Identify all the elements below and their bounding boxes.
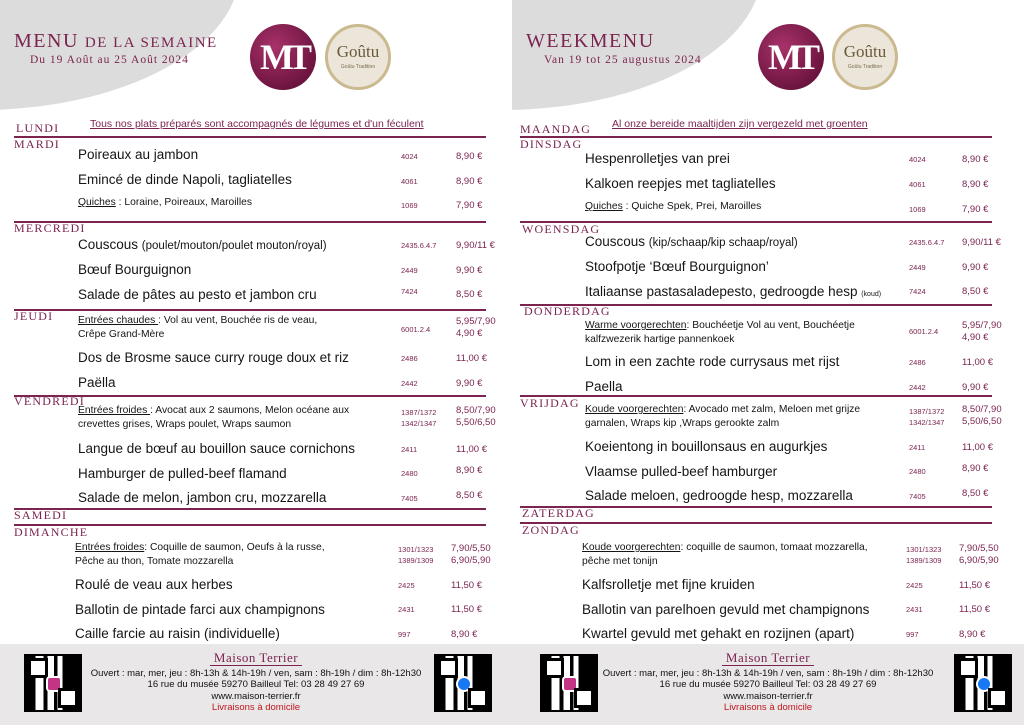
dish-code: 1387/1372: [909, 407, 945, 416]
dish-code: 2435.6.4.7: [909, 238, 945, 247]
dish-code: 1389/1309: [906, 556, 942, 565]
dish-price: 4,90 €: [456, 328, 483, 339]
dish-code: 1069: [909, 205, 926, 214]
website-link[interactable]: www.maison-terrier.fr: [723, 691, 813, 702]
dish-price: 8,50/7,90: [456, 405, 496, 416]
dish-code: 4061: [909, 180, 926, 189]
dish-code: 2411: [401, 445, 418, 454]
dish: Salade de melon, jambon cru, mozzarella: [78, 490, 327, 505]
dish-price: 9,90 €: [962, 262, 989, 273]
dish: Langue de bœuf au bouillon sauce cornichons: [78, 441, 355, 456]
dish-code: 997: [906, 630, 919, 639]
day-saturday: SAMEDI: [14, 508, 68, 522]
day-tuesday: MARDI: [14, 137, 61, 151]
dish-price: 11,50 €: [959, 604, 990, 615]
dish-code: 2480: [909, 467, 926, 476]
dish-price: 8,50/7,90: [962, 404, 1002, 415]
dish: Kalfsrolletje met fijne kruiden: [582, 577, 755, 592]
dish-price: 8,90 €: [962, 179, 989, 190]
brand-logo: Maison Terrier: [512, 650, 1024, 666]
dish-code: 6001.2.4: [909, 327, 939, 336]
dish-code: 1069: [401, 201, 418, 210]
dish: Couscous (poulet/mouton/poulet mouton/royal): [78, 237, 327, 252]
dish: Bœuf Bourguignon: [78, 262, 192, 277]
day-thursday: JEUDI: [14, 309, 54, 323]
divider: [14, 309, 486, 311]
dish-code: 7424: [401, 287, 418, 296]
website-link[interactable]: www.maison-terrier.fr: [211, 691, 301, 702]
dish: Ballotin van parelhoen gevuld met champignons: [582, 602, 870, 617]
dish: Stoofpotje ‘Bœuf Bourguignon’: [585, 259, 769, 274]
dish: Koude voorgerechten: Avocado met zalm, Meloen met grijze garnalen, Wraps kip ,Wraps gerookte zalm: [585, 404, 861, 429]
date-range: Du 19 Août au 25 Août 2024: [30, 54, 189, 66]
dish-code: 2435.6.4.7: [401, 241, 437, 250]
dish: Kalkoen reepjes met tagliatelles: [585, 176, 776, 191]
day-friday: VRIJDAG: [520, 396, 580, 410]
dish-price: 11,00 €: [962, 442, 993, 453]
menu-dutch: [512, 0, 1024, 725]
day-monday: MAANDAG: [520, 122, 592, 136]
dish-price: 11,50 €: [451, 580, 482, 591]
dish: Koeientong in bouillonsaus en augurkjes: [585, 439, 828, 454]
page-title: WEEKMENU: [526, 30, 655, 52]
dish-code: 7424: [909, 287, 926, 296]
dish-code: 1301/1323: [906, 545, 942, 554]
day-sunday: DIMANCHE: [14, 525, 89, 539]
dish-code: 2449: [401, 266, 418, 275]
brand-logo: Maison Terrier: [0, 650, 512, 666]
dish: Hamburger de pulled-beef flamand: [78, 466, 287, 481]
dish-price: 8,90 €: [451, 629, 478, 640]
dish: Paella: [585, 379, 623, 394]
dish-price: 7,90 €: [962, 204, 989, 215]
divider: [520, 522, 992, 524]
day-friday: VENDREDI: [14, 394, 85, 408]
date-range: Van 19 tot 25 augustus 2024: [544, 54, 702, 66]
dish-price: 11,00 €: [456, 444, 487, 455]
menu-note: Tous nos plats préparés sont accompagnés de légumes et d'un féculent: [90, 118, 424, 130]
goutu-logo-icon: Goûtu Goûtu Tradition: [832, 24, 898, 90]
dish-price: 8,50 €: [456, 490, 483, 501]
dish: Salade de pâtes au pesto et jambon cru: [78, 287, 317, 302]
dish: Entrées chaudes : Vol au vent, Bouchée ris de veau, Crêpe Grand-Mère: [78, 315, 318, 340]
footer: [512, 644, 1024, 725]
mt-logo-icon: MT: [250, 24, 316, 90]
day-thursday: DONDERDAG: [524, 304, 611, 318]
dish-code: 2486: [909, 358, 926, 367]
dish-code: 1342/1347: [401, 419, 437, 428]
dish-code: 2486: [401, 354, 418, 363]
dish-price: 9,90 €: [456, 265, 483, 276]
dish-price: 8,90 €: [456, 176, 483, 187]
day-wednesday: WOENSDAG: [522, 222, 601, 236]
opening-hours: Ouvert : mar, mer, jeu : 8h-13h & 14h-19h / ven, sam : 8h-19h / dim : 8h-12h30: [602, 668, 934, 679]
dish: Caille farcie au raisin (individuelle): [75, 626, 280, 641]
dish-code: 1342/1347: [909, 418, 945, 427]
dish-price: 8,50 €: [962, 286, 989, 297]
dish: Paëlla: [78, 375, 116, 390]
dish-price: 8,90 €: [456, 465, 483, 476]
dish-code: 4024: [401, 152, 418, 161]
dish-code: 2449: [909, 263, 926, 272]
goutu-logo-icon: Goûtu Goûtu Tradition: [325, 24, 391, 90]
dish: Quiches : Quiche Spek, Prei, Maroilles: [585, 201, 762, 212]
dish-code: 2431: [398, 605, 415, 614]
dish-price: 8,90 €: [962, 154, 989, 165]
dish-price: 9,90/11 €: [456, 240, 495, 251]
dish: Roulé de veau aux herbes: [75, 577, 233, 592]
day-tuesday: DINSDAG: [520, 137, 583, 151]
dish-code: 2425: [906, 581, 923, 590]
dish-price: 5,50/6,50: [962, 416, 1002, 427]
mt-logo-icon: MT: [758, 24, 824, 90]
dish-code: 6001.2.4: [401, 325, 431, 334]
dish-code: 2411: [909, 443, 926, 452]
dish-price: 9,90 €: [456, 378, 483, 389]
dish: Vlaamse pulled-beef hamburger: [585, 464, 778, 479]
dish-price: 9,90/11 €: [962, 237, 1001, 248]
dish-code: 1387/1372: [401, 408, 437, 417]
dish-code: 1301/1323: [398, 545, 434, 554]
dish-code: 2425: [398, 581, 415, 590]
dish: Salade meloen, gedroogde hesp, mozzarella: [585, 488, 853, 503]
dish: Entrées froides : Avocat aux 2 saumons, Melon océane aux crevettes grises, Wraps poulet, Wraps saumon: [78, 405, 350, 430]
dish-code: 4061: [401, 177, 418, 186]
dish-price: 8,50 €: [962, 488, 989, 499]
delivery-note: Livraisons à domicile: [723, 702, 813, 713]
day-saturday: ZATERDAG: [522, 506, 595, 520]
dish: Warme voorgerechten: Bouchéetje Vol au vent, Bouchéetje kalfzwezerik hartige pannenkoek: [585, 320, 855, 345]
dish: Emincé de dinde Napoli, tagliatelles: [78, 172, 292, 187]
dish-price: 11,50 €: [959, 580, 990, 591]
dish: Koude voorgerechten: coquille de saumon, tomaat mozzarella, pêche met tonijn: [582, 542, 868, 567]
dish: Lom in een zachte rode currysaus met rijst: [585, 354, 840, 369]
dish-price: 7,90/5,50: [451, 543, 491, 554]
dish-price: 9,90 €: [962, 382, 989, 393]
divider: [14, 136, 486, 138]
dish-code: 2442: [909, 383, 926, 392]
dish: Hespenrolletjes van prei: [585, 151, 730, 166]
dish-price: 5,95/7,90: [962, 320, 1002, 331]
dish-code: 7405: [909, 492, 926, 501]
dish: Dos de Brosme sauce curry rouge doux et riz: [78, 350, 349, 365]
dish-price: 4,90 €: [962, 332, 989, 343]
divider: [520, 395, 992, 397]
day-monday: LUNDI: [16, 121, 60, 135]
divider: [14, 508, 486, 510]
dish-price: 5,50/6,50: [456, 417, 496, 428]
dish-code: 2480: [401, 469, 418, 478]
dish-price: 8,90 €: [962, 463, 989, 474]
dish: Quiches : Loraine, Poireaux, Maroilles: [78, 197, 252, 208]
dish: Ballotin de pintade farci aux champignons: [75, 602, 325, 617]
dish: Couscous (kip/schaap/kip schaap/royal): [585, 234, 798, 249]
dish: Entrées froides: Coquille de saumon, Oeufs à la russe, Pêche au thon, Tomate mozzarella: [75, 542, 325, 567]
dish: Kwartel gevuld met gehakt en rozijnen (apart): [582, 626, 855, 641]
dish-code: 1389/1309: [398, 556, 434, 565]
dish: Poireaux au jambon: [78, 147, 199, 162]
dish-code: 2431: [906, 605, 923, 614]
dish-price: 11,00 €: [962, 357, 993, 368]
dish-price: 11,00 €: [456, 353, 487, 364]
dish-code: 7405: [401, 494, 418, 503]
dish-price: 7,90/5,50: [959, 543, 999, 554]
dish-code: 4024: [909, 155, 926, 164]
dish-price: 8,90 €: [456, 151, 483, 162]
dish: Italiaanse pastasaladepesto, gedroogde hesp (koud): [585, 284, 882, 299]
delivery-note: Livraisons à domicile: [211, 702, 301, 713]
address: 16 rue du musée 59270 Bailleul Tel: 03 28 49 27 69: [147, 679, 365, 690]
dish-code: 997: [398, 630, 411, 639]
dish-price: 6,90/5,90: [959, 555, 999, 566]
dish-code: 2442: [401, 379, 418, 388]
dish-price: 7,90 €: [456, 200, 483, 211]
menu-note: Al onze bereide maaltijden zijn vergezeld met groenten: [612, 118, 868, 130]
page-title: MENU DE LA SEMAINE: [14, 30, 218, 52]
dish-price: 11,50 €: [451, 604, 482, 615]
address: 16 rue du musée 59270 Bailleul Tel: 03 28 49 27 69: [659, 679, 877, 690]
dish-price: 5,95/7,90: [456, 316, 496, 327]
day-wednesday: MERCREDI: [14, 221, 86, 235]
opening-hours: Ouvert : mar, mer, jeu : 8h-13h & 14h-19h / ven, sam : 8h-19h / dim : 8h-12h30: [90, 668, 422, 679]
divider: [520, 136, 992, 138]
footer: [0, 644, 512, 725]
day-sunday: ZONDAG: [522, 523, 580, 537]
dish-price: 8,50 €: [456, 289, 483, 300]
dish-price: 8,90 €: [959, 629, 986, 640]
dish-price: 6,90/5,90: [451, 555, 491, 566]
